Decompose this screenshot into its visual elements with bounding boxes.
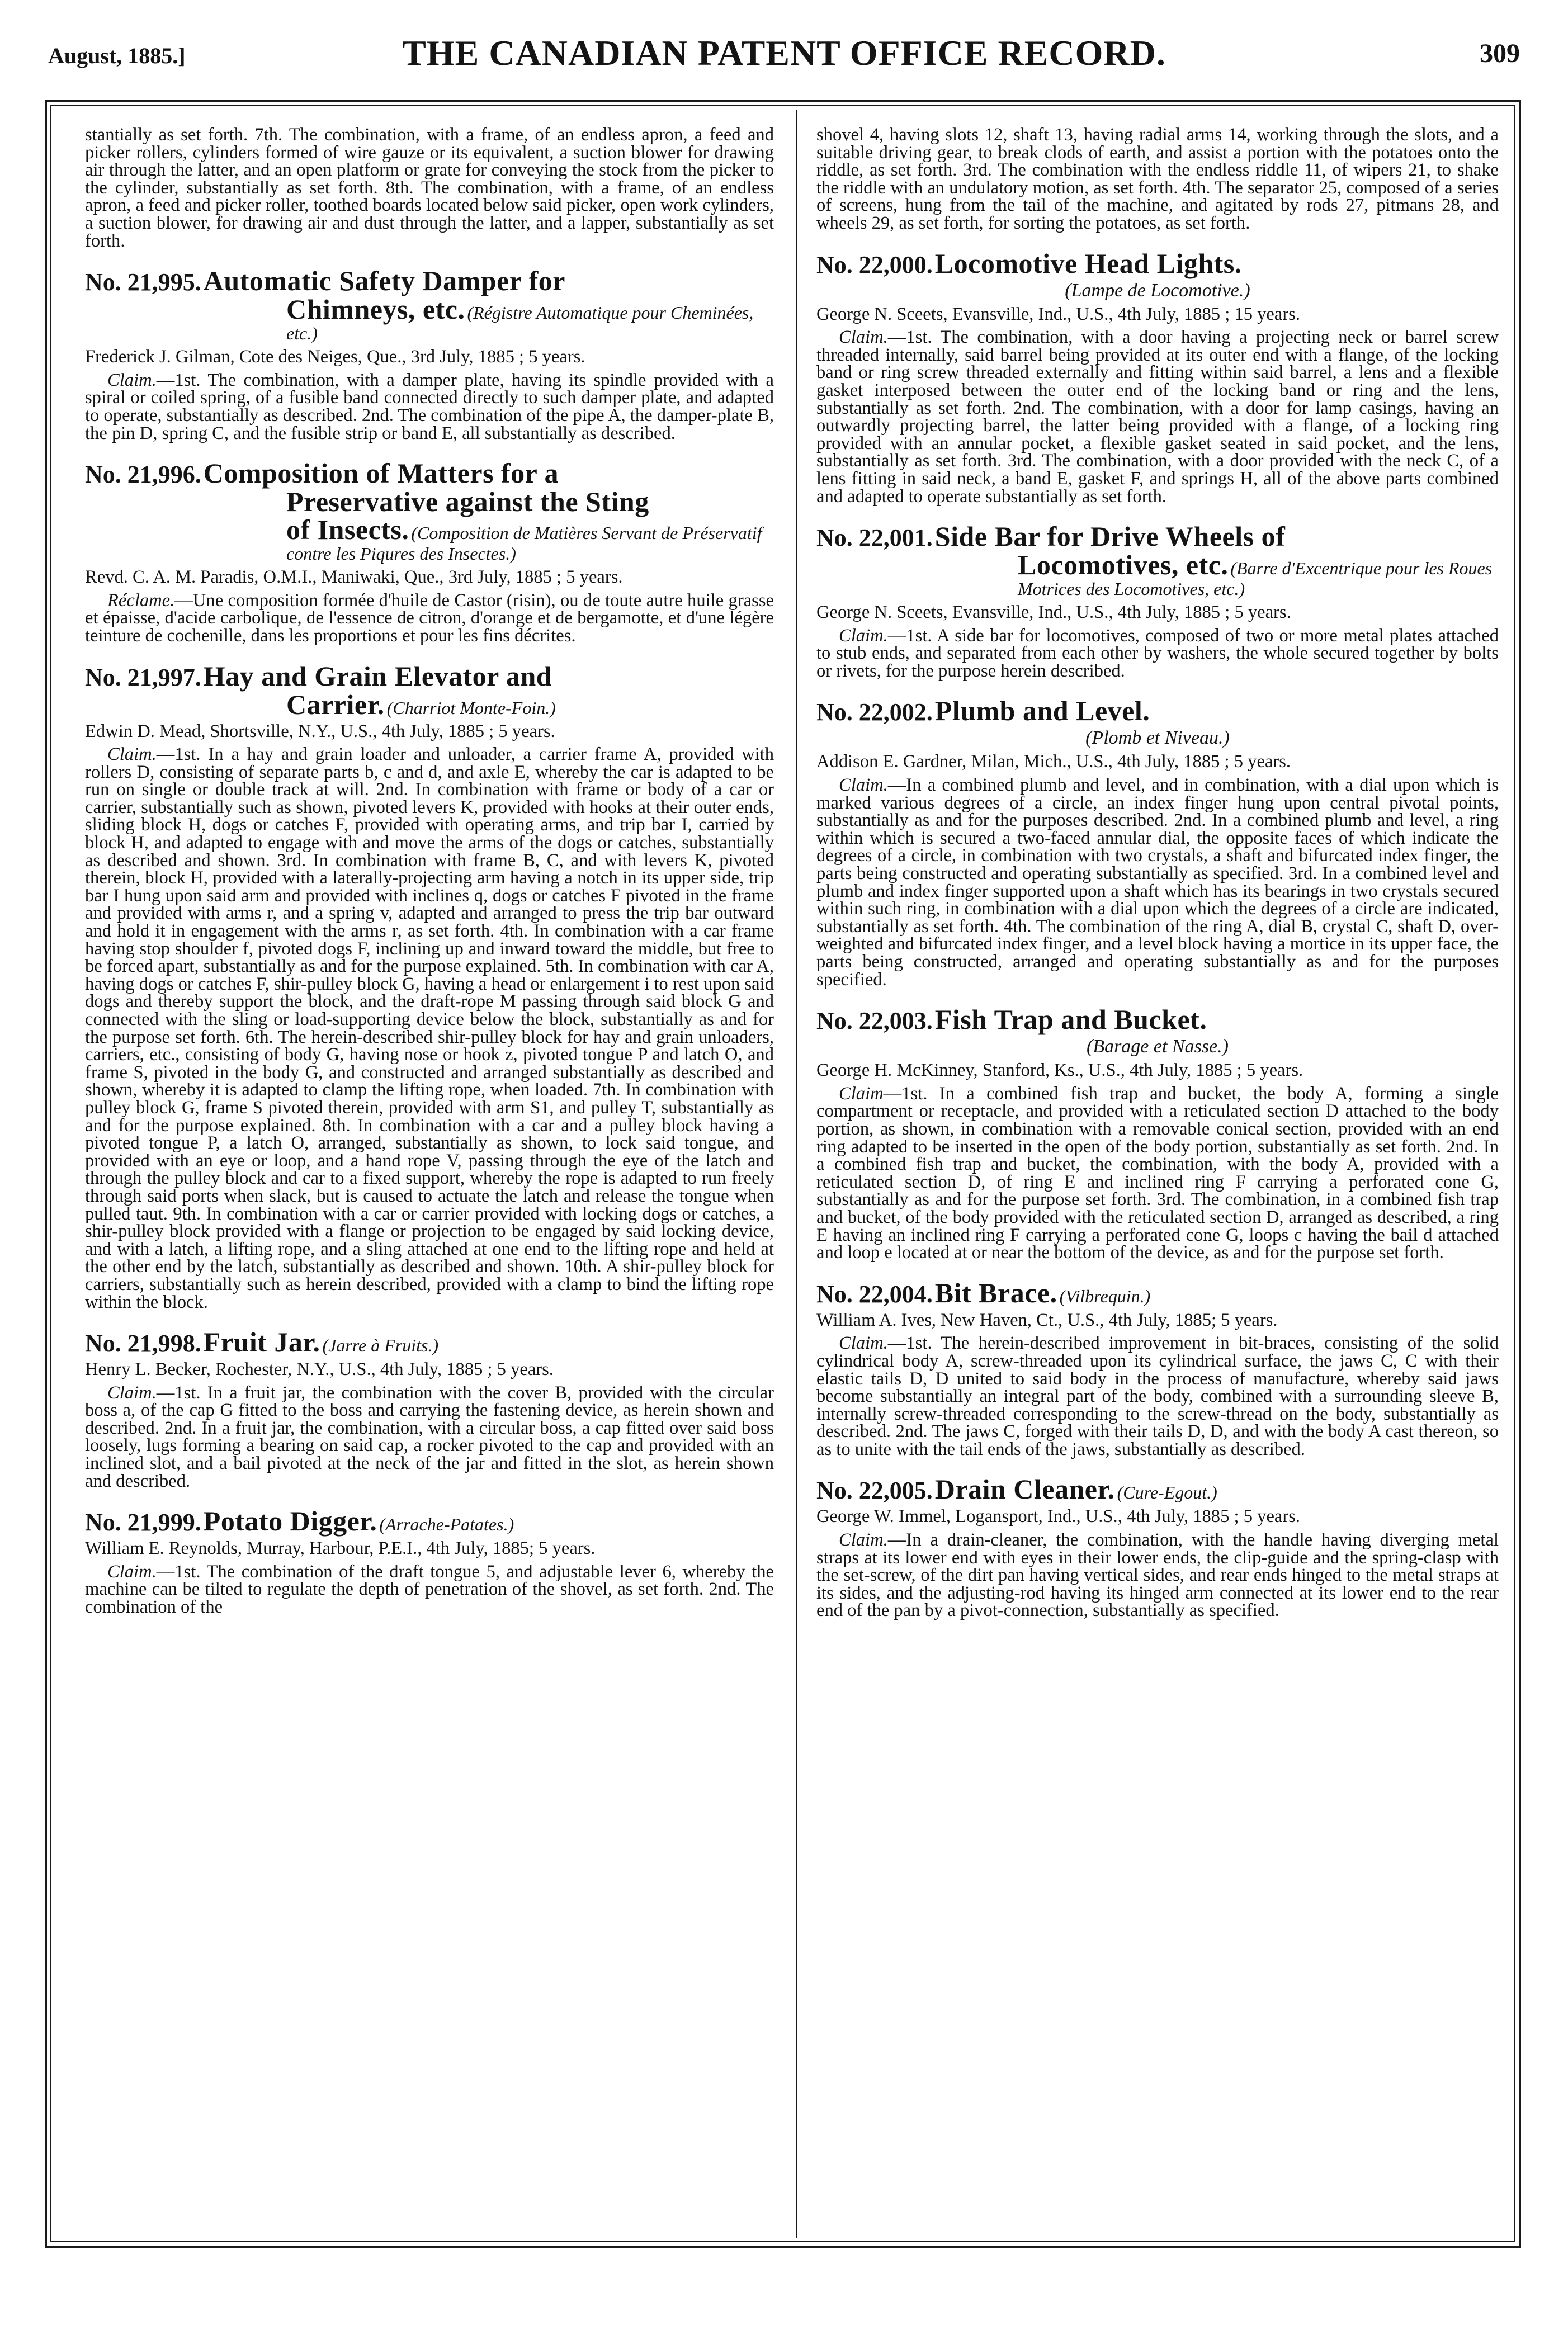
patent-number: No. 22,002. [816,698,933,726]
patent-title [85,459,774,564]
patent-title-line: Drain Cleaner. [934,1473,1115,1505]
claim-label: Claim. [107,1382,157,1403]
patent-title [85,662,774,719]
claim-text: Claim.—1st. In a hay and grain loader and unloader, a carrier frame A, provided with rollers D, consisting of separate parts b, c and d, and axle E, whereby the car is adapted to be run on single or double track at will. 2nd. In combination with frame or body of a car or carrier, substantially such as shown, pivoted levers K, provided with hooks at their outer ends, sliding block H, dogs or catches F, provided with operating arms, and trip bar I, carried by block H, and adapted to engage with and move the arms of the dogs or catches, substantially as described and shown. 3rd. In combination with frame B, C, and with levers K, pivoted therein, block H, provided with a laterally-projecting arm having a notch in its upper side, trip bar I hung upon said arm and provided with inclines q, dogs or catches F pivoted in the frame and provided with arms r, and a spring v, adapted and arranged to press the trip bar outward and hold it in engagement with the arms r, as set forth. 4th. In combination with a car frame having stop shoulder f, pivoted dogs F, inclining up and inward toward the middle, but free to be forced apart, substantially as and for the purpose explained. 5th. In combination with car A, having dogs or catches F, shir-pulley block G, having a head or enlargement i to rest upon said dogs and thereby support the block, and the draft-rope M passing through said block G and connected with the sling or load-supporting device below the block, substantially as and for the purpose set forth. 6th. The herein-described shir-pulley block for hay and grain unloaders, carriers, etc., consisting of body G, having nose or hook z, pivoted tongue P and latch O, and frame S, pivoted in the body G, and constructed and arranged substantially as described and shown, whereby it is adapted to clamp the lifting rope, when loaded. 7th. In combination with pulley block G, frame S pivoted therein, provided with arm S1, and pulley T, substantially as and for the purpose explained. 8th. In combination with a car and a pulley block having a pivoted tongue P, a latch O, arranged, substantially as shown, to lock said tongue, and provided with an eye or loop, and a hand rope V, passing through the eye of the latch and through the pulley block and car to a fixed support, whereby the rope is adapted to run freely through said ports when slack, but is caused to actuate the latch and release the tongue when pulled taut. 9th. In combination with a car or carrier provided with locking dogs or catches, a shir-pulley block provided with a flange or projection to be engaged by said locking device, and with a latch, a lifting rope, and a sling attached at one end to the lifting rope and held at the other end by the latch, substantially as described and shown. 10th. A shir-pulley block for carriers, substantially such as herein described, provided with a clamp to bind the lifting rope within the block. [85,744,774,1312]
inventor-line: William A. Ives, New Haven, Ct., U.S., 4th July, 1885; 5 years. [816,1310,1278,1330]
french-title: (Cure-Egout.) [1117,1482,1217,1503]
patent-entry-21995 [85,267,774,442]
right-column [816,126,1499,2234]
patent-title-line: Plumb and Level. [934,695,1150,727]
patent-entry-21996 [85,459,774,645]
patent-title-line: Bit Brace. [934,1277,1057,1308]
inventor-line: George W. Immel, Logansport, Ind., U.S., 4th July, 1885 ; 5 years. [816,1506,1301,1527]
patent-number: No. 21,997. [85,663,201,691]
patent-title [85,267,774,344]
patent-entry-21998 [85,1328,774,1490]
patent-title-line: Hay and Grain Elevator and [203,660,552,692]
french-title: (Barre d'Excentrique pour les Roues Motrices des Locomotives, etc.) [1018,558,1493,599]
patent-title [85,1507,774,1535]
french-title: (Charriot Monte-Foin.) [386,697,556,718]
column-divider [796,110,797,2238]
patent-number: No. 21,998. [85,1330,201,1358]
patent-entry-22001 [816,522,1499,680]
patent-entry-22002 [816,697,1499,989]
claim-label: Claim [839,1083,884,1104]
claim-label: Claim. [107,1561,157,1582]
continued-claim-text: shovel 4, having slots 12, shaft 13, having radial arms 14, working through the slots, and a suitable driving gear, to break clods of earth, and assist a portion with the potatoes onto the riddle, as set forth. 3rd. The combination with the endless riddle 11, of wipers 21, to shake the riddle with an undulatory motion, as set forth. 4th. The separator 25, composed of a series of screens, hung from the tail of the machine, and agitated by rods 27, pitmans 28, and wheels 29, as set forth, for sorting the potatoes, as set forth. [816,126,1499,233]
french-title: (Vilbrequin.) [1059,1286,1151,1306]
patent-title-line: Locomotive Head Lights. [934,247,1242,279]
french-title: (Barage et Nasse.) [1086,1036,1229,1057]
claim-text: Claim.—In a drain-cleaner, the combination, with the handle having diverging metal straps at its lower end with eyes in their lower ends, the clip-guide and the spring-clasp with the set-screw, of the dirt pan having vertical sides, and rear ends hinged to the metal straps at its sides, and the adjusting-rod having its hinged arm connected at its lower end to the rear end of the pan by a pivot-connection, substantially as specified. [816,1530,1499,1621]
inventor-line: George N. Sceets, Evansville, Ind., U.S., 4th July, 1885 ; 5 years. [816,602,1291,623]
header-title: THE CANADIAN PATENT OFFICE RECORD. [402,33,1166,73]
patent-title [816,1475,1499,1504]
inventor-line: George H. McKinney, Stanford, Ks., U.S., 4th July, 1885 ; 5 years. [816,1060,1303,1081]
inventor-line: Henry L. Becker, Rochester, N.Y., U.S., 4th July, 1885 ; 5 years. [85,1359,554,1380]
claim-label: Claim. [107,370,157,390]
claim-text: Claim.—1st. In a fruit jar, the combination with the cover B, provided with the circular boss a, of the cap G fitted to the boss and carrying the fastening device, as herein shown and described. 2nd. In a fruit jar, the combination, with a circular boss, a cap fitted over said boss loosely, lugs forming a bearing on said cap, a rocker pivoted to the cap and provided with an inclined slot, and a bail pivoted at the neck of the jar and fitted in the slot, as herein shown and described. [85,1382,774,1491]
patent-entry-22003 [816,1005,1499,1262]
patent-number: No. 22,000. [816,251,933,278]
claim-text: Claim.—1st. The herein-described improvement in bit-braces, consisting of the solid cylindrical body A, screw-threaded upon its cylindrical surface, the jaws C, C with their elastic tails D, D united to said body in the process of manufacture, whereby said jaws become substantially an integral part of the body, combined with a surrounding sleeve B, internally screw-threaded corresponding to the screw-thread on the body, substantially as described. 2nd. The jaws C, forged with their tails D, D, and with the body A cast thereon, so as to unite with the tail ends of the jaws, substantially as described. [816,1333,1499,1459]
claim-text: Claim—1st. In a combined fish trap and bucket, the body A, forming a single compartment or receptacle, and provided with a reticulated section D attached to the body portion, as shown, in combination with a removable conical section, provided with an end ring adapted to be inserted in the open of the body portion, substantially as set forth. 2nd. In a combined fish trap and bucket, the combination, with the body A, provided with a reticulated section D, of ring E and inclined ring F carrying a perforated cone G, substantially as and for the purpose set forth. 3rd. The combination, in a combined fish trap and bucket, of the body provided with the reticulated section D, arranged as described, a ring E having an inclined ring F carrying a perforated cone G, loops c having the bail d attached and loop e located at or near the bottom of the device, as and for the purpose set forth. [816,1083,1499,1263]
inventor-line: Frederick J. Gilman, Cote des Neiges, Que., 3rd July, 1885 ; 5 years. [85,347,585,367]
inventor-line: Revd. C. A. M. Paradis, O.M.I., Maniwaki, Que., 3rd July, 1885 ; 5 years. [85,567,623,588]
patent-title-line: Potato Digger. [203,1505,377,1537]
patent-title-line: Fruit Jar. [203,1326,320,1358]
inventor-line: Addison E. Gardner, Milan, Mich., U.S., 4th July, 1885 ; 5 years. [816,752,1291,772]
french-title: (Composition de Matières Servant de Préservatif contre les Piqures des Insectes.) [286,523,762,564]
patent-title [816,1279,1499,1307]
patent-title-line: Fish Trap and Bucket. [934,1004,1207,1036]
claim-label: Claim. [839,775,888,796]
patent-entry-22000 [816,249,1499,506]
patent-number: No. 22,001. [816,524,933,552]
french-title: (Lampe de Locomotive.) [1065,280,1250,301]
french-title: (Régistre Automatique pour Cheminées, etc.) [286,303,754,344]
patent-number: No. 22,003. [816,1007,933,1035]
page-number: 309 [1480,39,1520,68]
french-title: (Arrache-Patates.) [379,1514,514,1535]
claim-text: Claim.—1st. The combination of the draft tongue 5, and adjustable lever 6, whereby the machine can be tilted to regulate the depth of penetration of the shovel, as set forth. 2nd. The combination of the [85,1561,774,1618]
claim-text: Claim.—1st. The combination, with a damper plate, having its spindle provided with a spiral or coiled spring, of a fusible band connected directly to such damper plate, and adapted to operate, substantially as described. 2nd. The combination of the pipe A, the damper-plate B, the pin D, spring C, and the fusible strip or band E, all substantially as described. [85,370,774,443]
claim-label: Claim. [107,744,157,765]
patent-title [816,1005,1499,1034]
header-date: August, 1885.] [48,43,186,68]
patent-title [816,697,1499,725]
claim-text: Claim.—1st. The combination, with a door having a projecting neck or barrel screw threaded internally, said barrel being provided at its outer end with a flange, of the locking band or ring screw threaded externally and fitting within said barrel, a lens and a flexible gasket interposed between the outer end of the locking band or ring and the lens, substantially as set forth. 2nd. The combination, with a door for lamp casings, having an outwardly projecting barrel, the latter being provided with a flange, of a locking ring provided with an annular pocket, a flexible gasket seated in said pocket, and the lens, substantially as set forth. 3rd. The combination, with a door provided with the neck C, of a lens fitting in said neck, a band E, gasket F, and springs H, all of the above parts combined and adapted to operate substantially as set forth. [816,327,1499,507]
claim-label: Claim. [839,1530,888,1551]
inventor-line: William E. Reynolds, Murray, Harbour, P.E.I., 4th July, 1885; 5 years. [85,1538,596,1559]
patent-entry-22004 [816,1279,1499,1459]
patent-title-line: Preservative against the Sting [286,486,649,518]
claim-label: Claim. [839,1333,888,1354]
french-title: (Plomb et Niveau.) [1085,727,1230,749]
claim-text: Claim.—1st. A side bar for locomotives, composed of two or more metal plates attached to stub ends, and separated from each other by washers, the whole secured together by bolts or rivets, for the purpose herein described. [816,625,1499,681]
patent-number: No. 22,005. [816,1477,933,1505]
continued-claim-text: stantially as set forth. 7th. The combination, with a frame, of an endless apron, a feed and picker rollers, cylinders formed of wire gauze or its equivalent, a suction blower for drawing air through the latter, and an open platform or grate for conveying the stock from the picker to the cylinder, substantially as set forth. 8th. The combination, with a frame, of an endless apron, a feed and picker roller, toothed boards located below said picker, open work cylinders, a suction blower, for drawing air and dust through the latter, and a lapper, substantially as set forth. [85,126,774,251]
patent-entry-22005 [816,1475,1499,1620]
claim-label: Claim. [839,327,888,348]
patent-title [85,1328,774,1357]
inventor-line: George N. Sceets, Evansville, Ind., U.S., 4th July, 1885 ; 15 years. [816,304,1301,324]
patent-number: No. 21,999. [85,1509,201,1537]
page-header [48,32,1520,83]
patent-title [816,522,1499,599]
patent-number: No. 21,995. [85,268,201,296]
left-column [85,126,774,2234]
patent-title-line: Composition of Matters for a [203,457,559,489]
patent-entry-21997 [85,662,774,1312]
claim-label: Claim. [839,625,888,646]
patent-title-line: Locomotives, etc. [1018,549,1229,581]
patent-number: No. 22,004. [816,1280,933,1308]
patent-number: No. 21,996. [85,461,201,489]
patent-title [816,249,1499,278]
claim-text: Réclame.—Une composition formée d'huile de Castor (risin), ou de toute autre huile grasse et épaisse, d'acide carbolique, de l'essence de citron, d'orange et de bergamotte, et d'une légère teinture de cochenille, dans les proportions et pour les fins décrites. [85,590,774,646]
patent-title-line: Carrier. [286,688,385,720]
claim-label: Réclame. [107,590,175,611]
patent-title-line: Chimneys, etc. [286,294,465,325]
claim-text: Claim.—In a combined plumb and level, and in combination, with a dial upon which is marked various degrees of a circle, an index finger hung upon central pivotal points, substantially as and for the purposes described. 2nd. In a combined plumb and level, a ring within which is secured a two-faced annular dial, the opposite faces of which indicate the degrees of a circle, in combination with two crystals, a shaft and bifurcated index finger, the parts being constructed and operating substantially as specified. 3rd. In a combined level and plumb and index finger supported upon a shaft which has its bearings in two crystals secured within such ring, in combination with a dial upon which the degrees of a circle are indicated, substantially as set forth. 4th. The combination of the ring A, dial B, crystal C, shaft D, over-weighted and bifurcated index finger, and a level block having a mortice in its upper face, the parts being constructed, arranged and operating substantially as and for the purposes specified. [816,775,1499,990]
patent-title-line: Side Bar for Drive Wheels of [934,521,1286,552]
patent-entry-21999 [85,1507,774,1616]
patent-title-line: Automatic Safety Damper for [203,265,565,297]
inventor-line: Edwin D. Mead, Shortsville, N.Y., U.S., 4th July, 1885 ; 5 years. [85,721,555,741]
patent-title-line: of Insects. [286,514,409,546]
french-title: (Jarre à Fruits.) [322,1335,439,1356]
